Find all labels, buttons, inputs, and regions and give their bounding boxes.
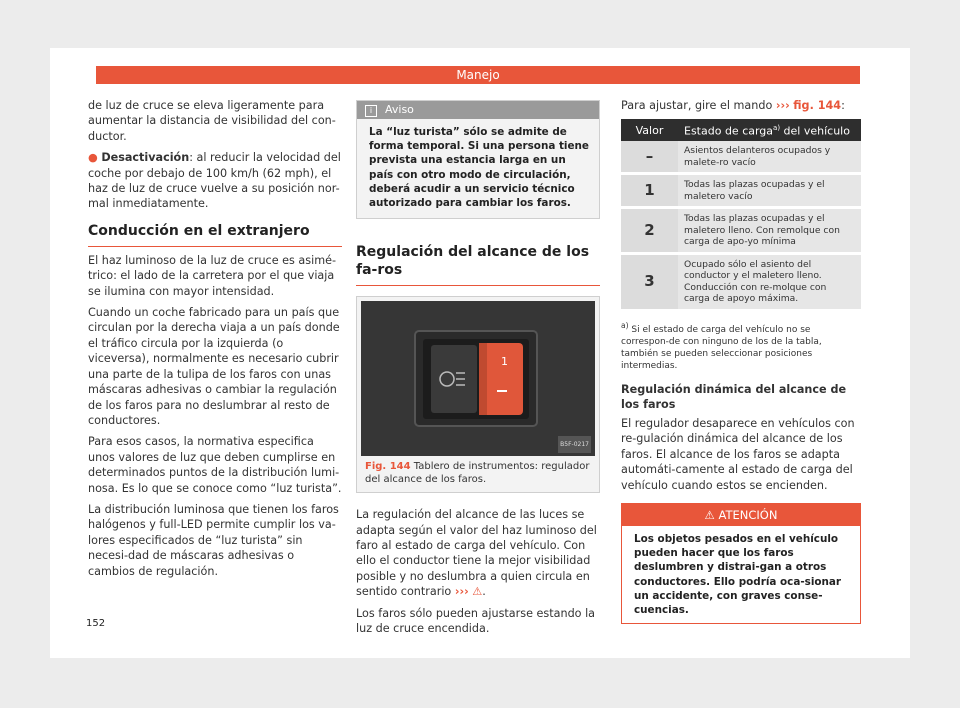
warning-triangle-icon: ⚠ (704, 507, 715, 522)
notice-header (357, 101, 599, 119)
warning-text: Los objetos pesados en el vehículo pueden hacer que los faros deslumbren y distrai-gan a otros conductores. Ello podría oca-sionar un accidente, con graves conse-cuencias. (634, 532, 842, 616)
cross-reference-arrows[interactable]: ››› (454, 585, 469, 599)
page-number: 152 (86, 618, 106, 629)
table-row (621, 253, 861, 310)
bullet-icon: ● (88, 151, 98, 165)
subsection-title: Regulación dinámica del alcance de los faros (621, 382, 847, 411)
table-header-row (621, 119, 861, 141)
table-row (621, 141, 861, 174)
notice-text: La “luz turista” sólo se admite de forma temporal. Si una persona tiene prevista una estancia larga en un país con otro modo de circulación, deberá acudir a un servicio técnico autorizado para cambiar los faros. (369, 126, 589, 210)
paragraph: Los faros sólo pueden ajustarse estando la luz de cruce encendida. (356, 606, 596, 636)
figure-caption (357, 456, 599, 492)
bullet-term: Desactivación (101, 151, 190, 165)
paragraph: Para esos casos, la normativa especifica unos valores de luz que deben cumplirse en determinados puntos de la distribución lumi-nosa. Es lo que se conoce como “luz turista”. (88, 435, 342, 495)
load-state-table (621, 119, 861, 312)
info-icon: i (365, 105, 377, 117)
column-left (88, 98, 342, 585)
bullet-item (88, 150, 342, 212)
column-middle (356, 98, 600, 642)
figure (356, 296, 600, 493)
table-row (621, 174, 861, 208)
table-cell-value: 2 (621, 208, 678, 254)
footnote (621, 320, 861, 372)
footnote-text: Si el estado de carga del vehículo no se correspon-de con ninguno de los de la tabla, también se pueden seleccionar posiciones intermedias. (621, 324, 822, 371)
figure-number: Fig. 144 (365, 461, 411, 473)
section-title: Conducción en el extranjero (88, 222, 342, 247)
svg-text:1: 1 (501, 355, 508, 369)
paragraph: de luz de cruce se eleva ligeramente para aumentar la distancia de visibilidad del con-ductor. (88, 99, 336, 143)
column-right (621, 98, 861, 624)
intro-paragraph: Para ajustar, gire el mando ››› fig. 144: (621, 99, 845, 112)
paragraph: Cuando un coche fabricado para un país que circulan por la derecha viaja a un país donde el tráfico circula por la izquierda (o viceversa), normalmente es necesario cubrir una parte de la tulipa de los faros con unas máscaras adhesivas o cambiar la regulación de los faros para no deslumbrar al resto de conductores. (88, 306, 340, 427)
table-cell-text: Asientos delanteros ocupados y malete-ro vacío (678, 141, 861, 174)
figure-code: B5F-0217 (558, 436, 591, 453)
footnote-mark: a) (621, 320, 629, 330)
page-header: Manejo (96, 66, 860, 84)
table-cell-value: – (621, 141, 678, 174)
paragraph: La distribución luminosa que tienen los faros halógenos y full-LED permite cumplir los va-lores especificados de “luz turista” sin necesi-dad de máscaras adhesivas o cambios de regulación. (88, 502, 339, 578)
table-header-value: Valor (621, 119, 678, 141)
warning-triangle-icon: ⚠ (472, 585, 483, 599)
table-cell-text: Ocupado sólo el asiento del conductor y el maletero lleno. Conducción con re-molque con carga de apoyo máxima. (678, 253, 861, 310)
paragraph: El haz luminoso de la luz de cruce es asimé-trico: el lado de la carretera por el que viaja se ilumina con mayor intensidad. (88, 253, 337, 298)
notice-title: Aviso (385, 103, 414, 116)
figure-link[interactable]: fig. 144 (793, 99, 842, 112)
paragraph-text: La regulación del alcance de las luces se adapta según el valor del haz luminoso del faro al estado de carga del vehículo. Con ello el conductor tiene la mejor visibilidad posible y no deslumbra a quien circula en sentido contrario (356, 508, 597, 599)
figure-caption-text: Tablero de instrumentos: regulador del alcance de los faros. (365, 461, 590, 486)
paragraph: El regulador desaparece en vehículos con re-gulación dinámica del alcance de los faros. El alcance de los faros se adapta automáti-camente al estado de carga del vehículo cuando estos se encienden. (621, 416, 855, 492)
warning-title: ATENCIÓN (718, 507, 778, 522)
headlight-regulator-illustration (361, 301, 595, 456)
notice-box (356, 100, 600, 219)
section-title: Regulación del alcance de los fa-ros (356, 243, 600, 286)
table-row (621, 208, 861, 254)
paragraph: La regulación del alcance de las luces se adapta según el valor del haz luminoso del faro al estado de carga del vehículo. Con ello el conductor tiene la mejor visibilidad posible y no deslumbra a quien circula en sentido contrario ››› ⚠. (356, 508, 597, 599)
table-header-state: Estado de carga$^{a)}$ del vehículo (678, 119, 861, 141)
cross-reference-arrows[interactable]: ››› (775, 99, 790, 112)
table-cell-value: 3 (621, 253, 678, 310)
bullet-text: : al reducir la velocidad del coche por debajo de 100 km/h (62 mph), el haz de luz de cruce vuelve a su posición nor-mal inmediatamente. (88, 151, 341, 211)
table-cell-value: 1 (621, 174, 678, 208)
headlight-regulator-image (361, 301, 595, 456)
intro-text: Para ajustar, gire el mando (621, 99, 773, 112)
warning-box (621, 503, 861, 624)
warning-header (622, 504, 860, 526)
table-cell-text: Todas las plazas ocupadas y el maletero vacío (678, 174, 861, 208)
table-cell-text: Todas las plazas ocupadas y el maletero lleno. Con remolque con carga de apo-yo mínima (678, 208, 861, 254)
